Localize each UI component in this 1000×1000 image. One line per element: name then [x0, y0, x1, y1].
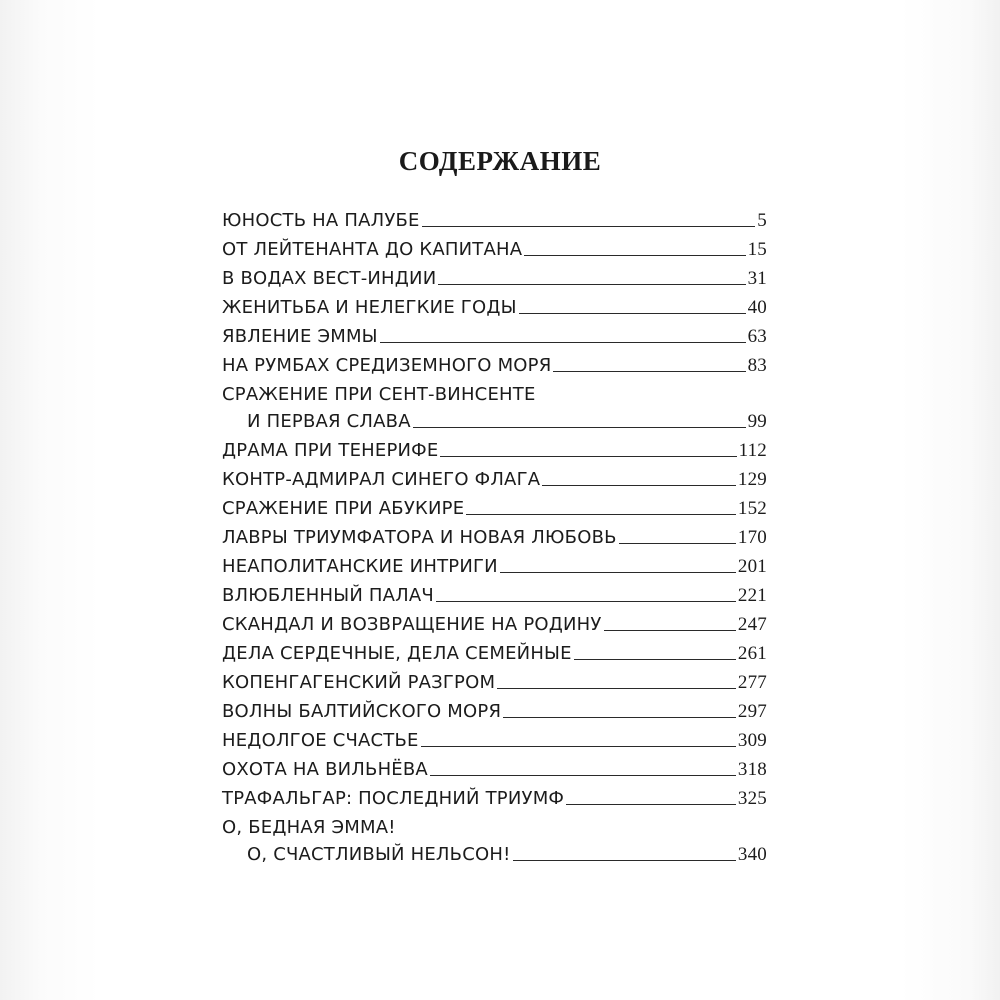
toc-entry-row	[222, 752, 767, 781]
toc-leader-line	[503, 717, 736, 718]
toc-leader-line	[422, 226, 756, 227]
toc-entry-row	[222, 723, 767, 752]
toc-page-number: 15	[747, 239, 767, 260]
toc-page-number: 261	[737, 643, 767, 664]
toc-leader-line	[497, 688, 736, 689]
toc-entry-title: ЛАВРЫ ТРИУМФАТОРА И НОВАЯ ЛЮБОВЬ	[222, 527, 617, 548]
toc-entry-title: ДЕЛА СЕРДЕЧНЫЕ, ДЕЛА СЕМЕЙНЫЕ	[222, 643, 572, 664]
toc-entry-row	[222, 491, 767, 520]
toc-leader-line	[380, 342, 746, 343]
toc-leader-line	[438, 284, 745, 285]
toc-page-number: 40	[747, 297, 767, 318]
toc-entry	[222, 781, 767, 810]
toc-leader-line	[553, 371, 745, 372]
toc-entry-title: ТРАФАЛЬГАР: ПОСЛЕДНИЙ ТРИУМФ	[222, 788, 565, 809]
toc-entry	[222, 290, 767, 319]
toc-entry-title: СКАНДАЛ И ВОЗВРАЩЕНИЕ НА РОДИНУ	[222, 614, 602, 635]
toc-entry	[222, 578, 767, 607]
toc-entry-title: ЯВЛЕНИЕ ЭММЫ	[222, 326, 378, 347]
toc-entry-title: НЕДОЛГОЕ СЧАСТЬЕ	[222, 730, 419, 751]
toc-entry-title: НА РУМБАХ СРЕДИЗЕМНОГО МОРЯ	[222, 355, 552, 376]
toc-entry	[222, 261, 767, 290]
toc-entry-title: ОТ ЛЕЙТЕНАНТА ДО КАПИТАНА	[222, 239, 523, 260]
toc-entry	[222, 319, 767, 348]
toc-entry-row	[222, 406, 767, 433]
toc-entry-row	[222, 636, 767, 665]
toc-entry	[222, 694, 767, 723]
toc-entry	[222, 232, 767, 261]
toc-entry-title-line1-container	[222, 810, 767, 839]
toc-leader-line	[524, 255, 745, 256]
toc-entry-row	[222, 261, 767, 290]
toc-entry-row	[222, 694, 767, 723]
toc-leader-line	[619, 543, 736, 544]
toc-page-number: 318	[737, 759, 767, 780]
toc-entry-title: О, СЧАСТЛИВЫЙ НЕЛЬСОН!	[247, 844, 511, 865]
toc-entry-row	[222, 433, 767, 462]
toc-entry-title-line1-container	[222, 377, 767, 406]
table-of-contents	[222, 203, 767, 866]
toc-entry-title: ЖЕНИТЬБА И НЕЛЕГКИЕ ГОДЫ	[222, 297, 517, 318]
toc-entry-row	[222, 520, 767, 549]
toc-page-number: 247	[737, 614, 767, 635]
toc-entry-row	[222, 232, 767, 261]
toc-entry	[222, 810, 767, 866]
toc-page-number: 277	[737, 672, 767, 693]
toc-entry-row	[222, 607, 767, 636]
toc-leader-line	[440, 456, 736, 457]
toc-leader-line	[604, 630, 736, 631]
toc-entry	[222, 462, 767, 491]
toc-entry-title: НЕАПОЛИТАНСКИЕ ИНТРИГИ	[222, 556, 498, 577]
toc-entry-row	[222, 839, 767, 866]
toc-entry-title: КОНТР-АДМИРАЛ СИНЕГО ФЛАГА	[222, 469, 541, 490]
toc-entry	[222, 607, 767, 636]
toc-entry	[222, 723, 767, 752]
toc-entry	[222, 636, 767, 665]
toc-entry	[222, 549, 767, 578]
toc-page-number: 340	[737, 844, 767, 865]
toc-page-number: 221	[737, 585, 767, 606]
toc-entry-title: СРАЖЕНИЕ ПРИ АБУКИРЕ	[222, 498, 465, 519]
toc-entry	[222, 752, 767, 781]
toc-entry-title: ОХОТА НА ВИЛЬНЁВА	[222, 759, 428, 780]
toc-leader-line	[413, 427, 746, 428]
toc-entry-title-line1: СРАЖЕНИЕ ПРИ СЕНТ-ВИНСЕНТЕ	[222, 384, 536, 405]
toc-leader-line	[574, 659, 736, 660]
toc-page-number: 325	[737, 788, 767, 809]
toc-leader-line	[436, 601, 736, 602]
toc-entry-title: ДРАМА ПРИ ТЕНЕРИФЕ	[222, 440, 439, 461]
toc-entry	[222, 520, 767, 549]
toc-entry-row	[222, 462, 767, 491]
toc-page-number: 31	[747, 268, 767, 289]
toc-page-number: 309	[737, 730, 767, 751]
toc-entry-title: ВЛЮБЛЕННЫЙ ПАЛАЧ	[222, 585, 434, 606]
toc-entry-row	[222, 348, 767, 377]
toc-entry-row	[222, 203, 767, 232]
toc-entry-title: В ВОДАХ ВЕСТ-ИНДИИ	[222, 268, 437, 289]
toc-page-number: 112	[738, 440, 767, 461]
toc-entry	[222, 665, 767, 694]
toc-leader-line	[519, 313, 746, 314]
toc-entry-title: И ПЕРВАЯ СЛАВА	[247, 411, 411, 432]
toc-entry	[222, 348, 767, 377]
toc-leader-line	[466, 514, 736, 515]
toc-leader-line	[421, 746, 736, 747]
toc-entry	[222, 377, 767, 433]
toc-leader-line	[566, 804, 736, 805]
toc-entry	[222, 491, 767, 520]
toc-page-number: 201	[737, 556, 767, 577]
toc-entry	[222, 203, 767, 232]
toc-page-number: 170	[737, 527, 767, 548]
toc-page-number: 129	[737, 469, 767, 490]
toc-page-number: 83	[747, 355, 767, 376]
toc-leader-line	[430, 775, 736, 776]
toc-entry-row	[222, 549, 767, 578]
toc-entry-row	[222, 665, 767, 694]
toc-page-number: 152	[737, 498, 767, 519]
toc-entry-row	[222, 319, 767, 348]
toc-leader-line	[500, 572, 736, 573]
toc-entry-title-line1: О, БЕДНАЯ ЭММА!	[222, 817, 396, 838]
toc-entry-row	[222, 781, 767, 810]
toc-entry-title: ЮНОСТЬ НА ПАЛУБЕ	[222, 210, 420, 231]
page-title: СОДЕРЖАНИЕ	[398, 146, 602, 176]
toc-page-number: 5	[757, 210, 767, 231]
toc-entry	[222, 433, 767, 462]
toc-entry-row	[222, 290, 767, 319]
toc-page-number: 63	[747, 326, 767, 347]
toc-entry-row	[222, 578, 767, 607]
toc-entry-title: КОПЕНГАГЕНСКИЙ РАЗГРОМ	[222, 672, 496, 693]
toc-page-number: 297	[737, 701, 767, 722]
toc-page-number: 99	[747, 411, 767, 432]
toc-leader-line	[542, 485, 736, 486]
toc-entry-title: ВОЛНЫ БАЛТИЙСКОГО МОРЯ	[222, 701, 502, 722]
toc-leader-line	[513, 860, 736, 861]
